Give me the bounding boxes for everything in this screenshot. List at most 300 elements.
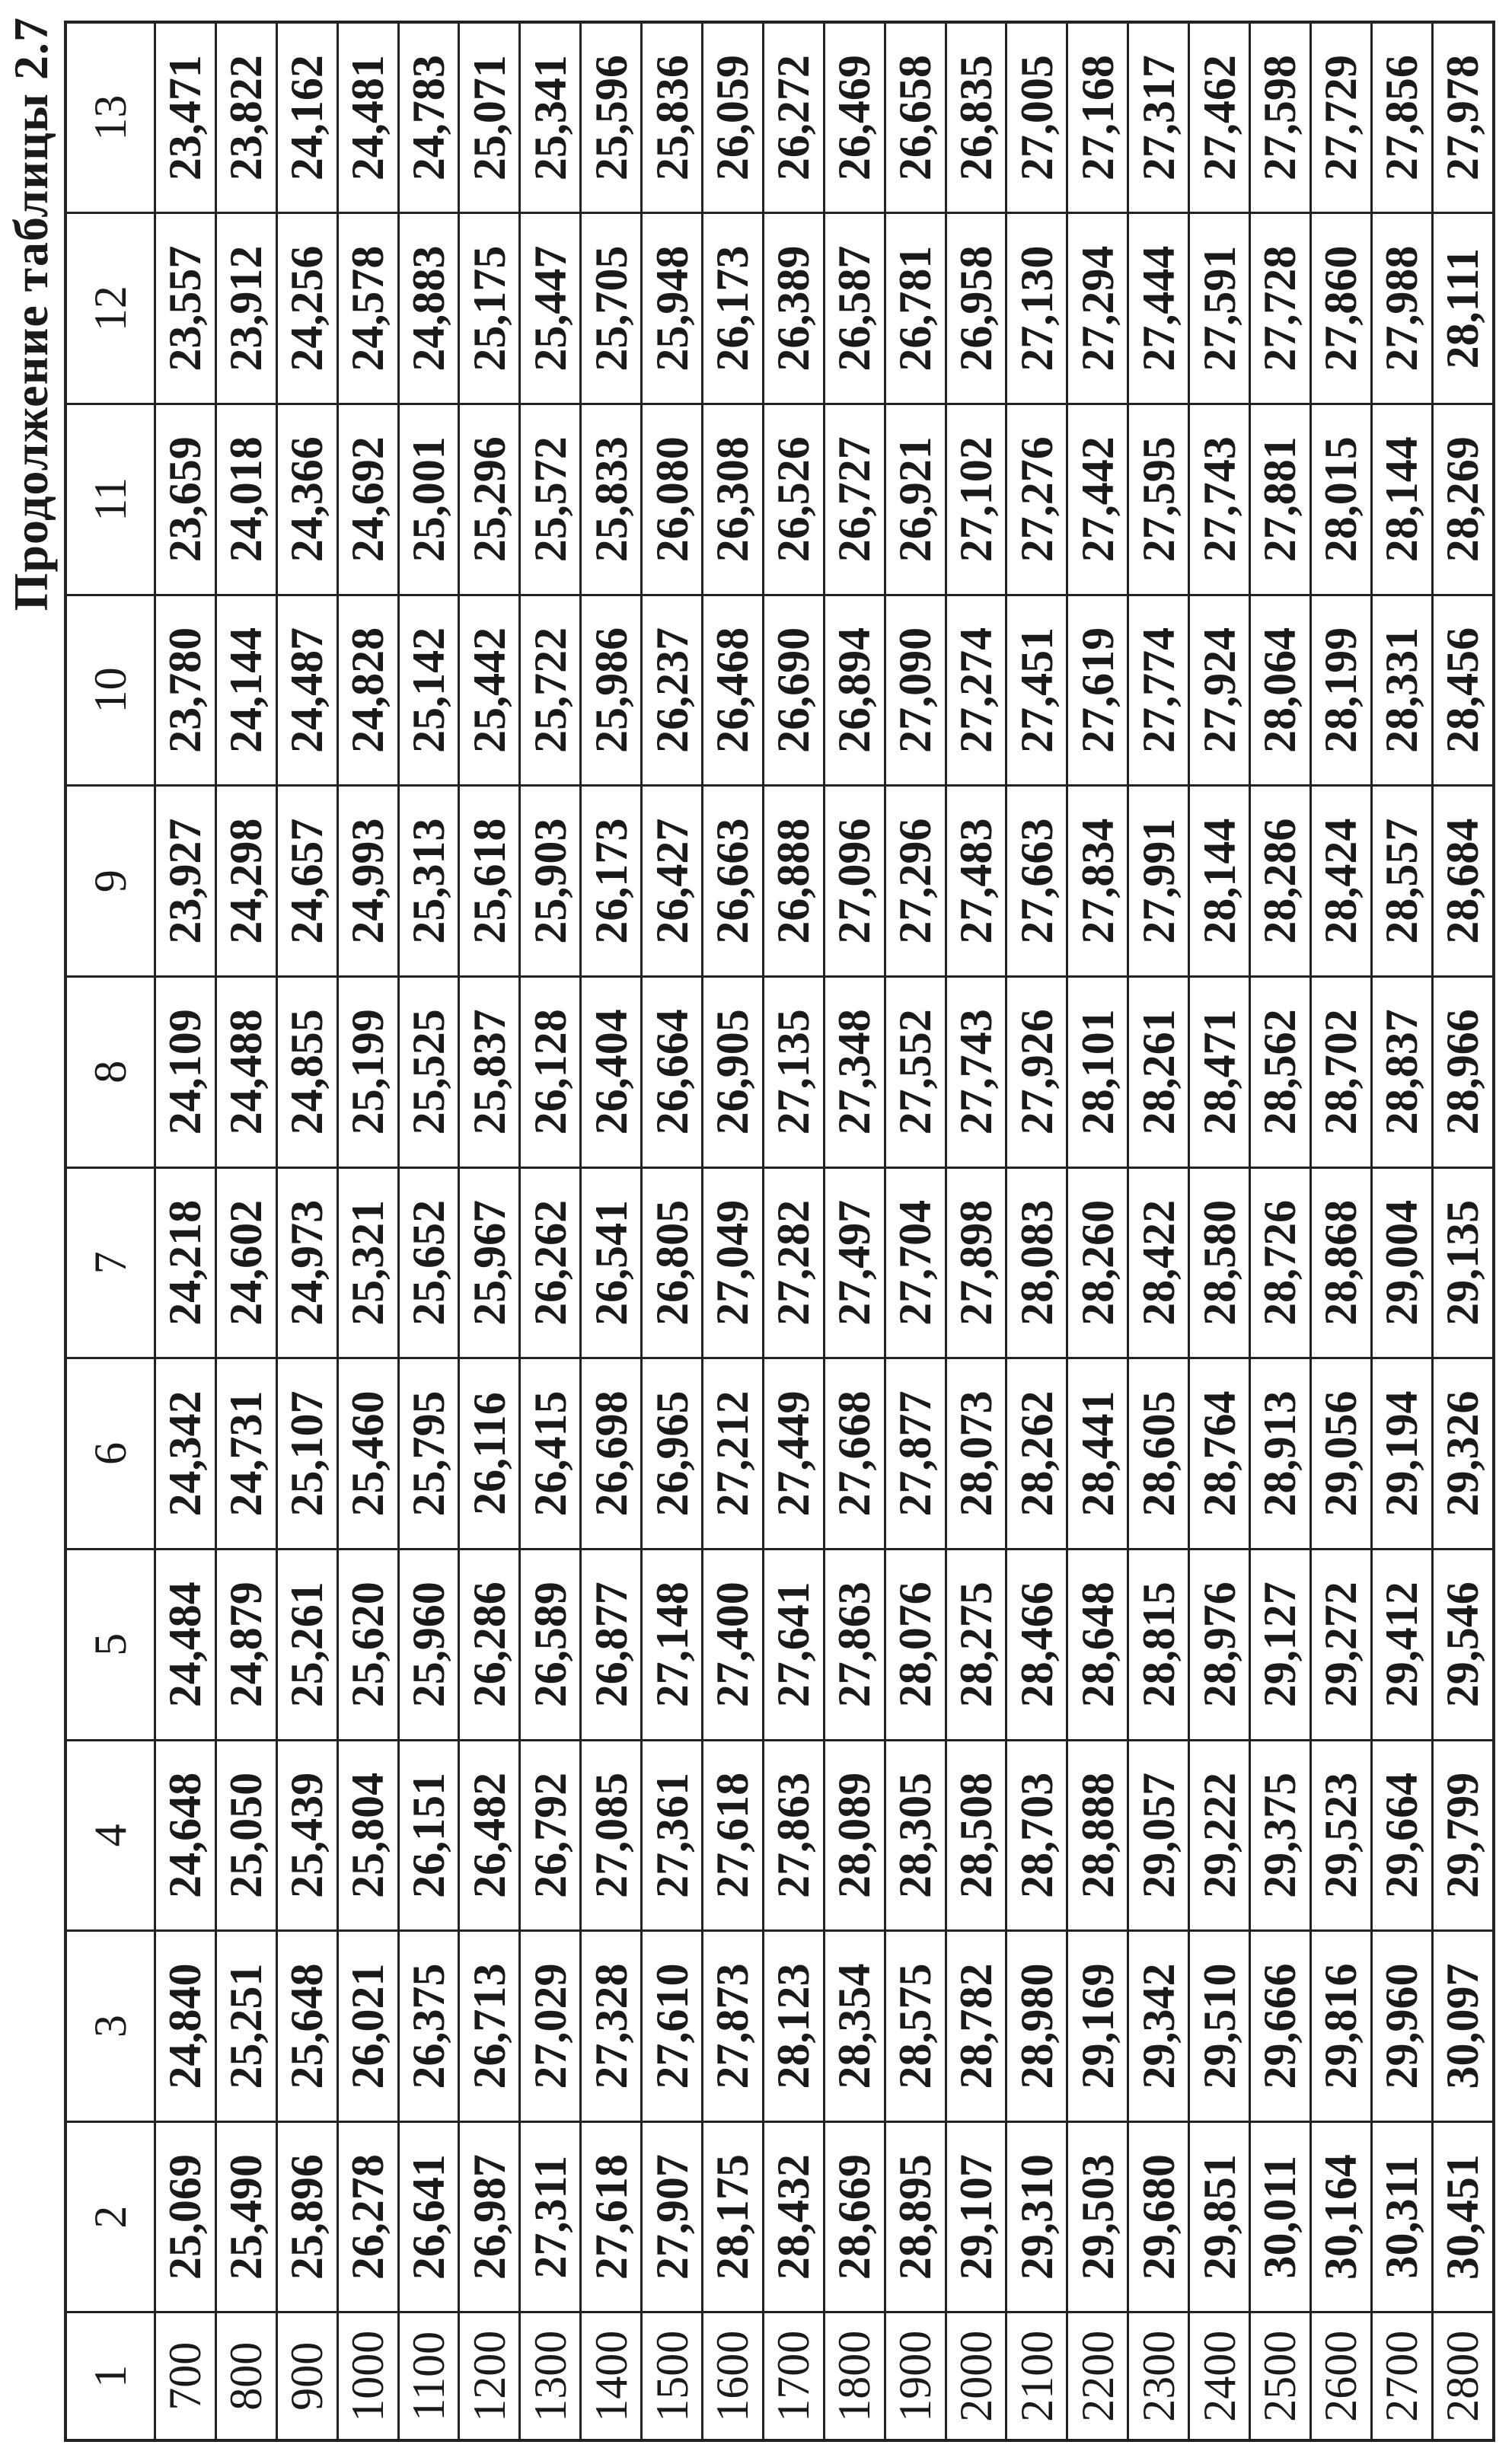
value-cell: 27,728	[1250, 213, 1311, 404]
value-cell: 25,447	[520, 213, 581, 404]
value-cell: 25,836	[642, 22, 703, 213]
row-label-cell: 2000	[946, 2312, 1006, 2440]
value-cell: 27,898	[946, 1167, 1006, 1358]
value-cell: 26,375	[398, 1931, 459, 2122]
value-cell: 26,308	[703, 404, 764, 595]
value-cell: 25,142	[398, 595, 459, 786]
value-cell: 24,879	[215, 1549, 276, 1740]
value-cell: 23,927	[155, 786, 216, 977]
value-cell: 24,144	[215, 595, 276, 786]
value-cell: 27,328	[581, 1931, 642, 2122]
value-cell: 27,497	[824, 1167, 885, 1358]
value-cell: 27,926	[1006, 976, 1067, 1167]
value-cell: 26,987	[459, 2121, 520, 2312]
value-cell: 25,833	[581, 404, 642, 595]
value-cell: 25,804	[337, 1740, 398, 1931]
value-cell: 26,664	[642, 976, 703, 1167]
value-cell: 28,837	[1371, 976, 1432, 1167]
value-cell: 27,668	[824, 1358, 885, 1550]
table-row	[155, 22, 216, 2440]
value-cell: 27,774	[1128, 595, 1189, 786]
value-cell: 28,144	[1371, 404, 1432, 595]
value-cell: 24,484	[155, 1549, 216, 1740]
value-cell: 28,782	[946, 1931, 1006, 2122]
value-cell: 25,795	[398, 1358, 459, 1550]
table-row	[581, 22, 642, 2440]
row-label-cell: 800	[215, 2312, 276, 2440]
value-cell: 26,151	[398, 1740, 459, 1931]
value-cell: 28,605	[1128, 1358, 1189, 1550]
row-label-cell: 900	[276, 2312, 337, 2440]
value-cell: 26,663	[703, 786, 764, 977]
value-cell: 27,294	[1067, 213, 1128, 404]
row-label-cell: 1300	[520, 2312, 581, 2440]
row-label-cell: 1400	[581, 2312, 642, 2440]
value-cell: 23,471	[155, 22, 216, 213]
value-cell: 26,894	[824, 595, 885, 786]
value-cell: 25,001	[398, 404, 459, 595]
value-cell: 27,618	[703, 1740, 764, 1931]
value-cell: 29,664	[1371, 1740, 1432, 1931]
value-cell: 27,863	[763, 1740, 824, 1931]
value-cell: 25,341	[520, 22, 581, 213]
value-cell: 28,175	[703, 2121, 764, 2312]
column-header-3: 3	[65, 1931, 155, 2122]
value-cell: 27,274	[946, 595, 1006, 786]
value-cell: 27,442	[1067, 404, 1128, 595]
value-cell: 26,482	[459, 1740, 520, 1931]
value-cell: 29,056	[1310, 1358, 1371, 1550]
value-cell: 25,175	[459, 213, 520, 404]
table-row	[1250, 22, 1311, 2440]
column-header-12: 12	[65, 213, 155, 404]
value-cell: 28,275	[946, 1549, 1006, 1740]
value-cell: 27,907	[642, 2121, 703, 2312]
value-cell: 24,855	[276, 976, 337, 1167]
value-cell: 27,595	[1128, 404, 1189, 595]
value-cell: 24,602	[215, 1167, 276, 1358]
value-cell: 27,863	[824, 1549, 885, 1740]
value-cell: 29,799	[1432, 1740, 1494, 1931]
value-cell: 28,262	[1006, 1358, 1067, 1550]
column-header-4: 4	[65, 1740, 155, 1931]
value-cell: 26,427	[642, 786, 703, 977]
value-cell: 29,412	[1371, 1549, 1432, 1740]
row-label-cell: 1900	[885, 2312, 946, 2440]
table-row	[1128, 22, 1189, 2440]
table-row	[1310, 22, 1371, 2440]
value-cell: 24,578	[337, 213, 398, 404]
value-cell: 27,641	[763, 1549, 824, 1740]
value-cell: 29,326	[1432, 1358, 1494, 1550]
value-cell: 27,311	[520, 2121, 581, 2312]
value-cell: 27,619	[1067, 595, 1128, 786]
value-cell: 28,331	[1371, 595, 1432, 786]
value-cell: 28,073	[946, 1358, 1006, 1550]
value-cell: 27,552	[885, 976, 946, 1167]
value-cell: 27,148	[642, 1549, 703, 1740]
value-cell: 29,342	[1128, 1931, 1189, 2122]
value-cell: 28,648	[1067, 1549, 1128, 1740]
column-header-1: 1	[65, 2312, 155, 2440]
value-cell: 26,641	[398, 2121, 459, 2312]
value-cell: 24,783	[398, 22, 459, 213]
table-row	[1067, 22, 1128, 2440]
value-cell: 28,508	[946, 1740, 1006, 1931]
value-cell: 23,780	[155, 595, 216, 786]
value-cell: 23,557	[155, 213, 216, 404]
value-cell: 23,659	[155, 404, 216, 595]
value-cell: 26,690	[763, 595, 824, 786]
value-cell: 26,404	[581, 976, 642, 1167]
value-cell: 29,107	[946, 2121, 1006, 2312]
table-row	[1006, 22, 1067, 2440]
value-cell: 27,005	[1006, 22, 1067, 213]
table-row	[215, 22, 276, 2440]
value-cell: 25,618	[459, 786, 520, 977]
value-cell: 28,703	[1006, 1740, 1067, 1931]
value-cell: 26,116	[459, 1358, 520, 1550]
value-cell: 28,286	[1250, 786, 1311, 977]
row-label-cell: 2600	[1310, 2312, 1371, 2440]
value-cell: 24,731	[215, 1358, 276, 1550]
value-cell: 25,107	[276, 1358, 337, 1550]
value-cell: 29,310	[1006, 2121, 1067, 2312]
value-cell: 28,575	[885, 1931, 946, 2122]
value-cell: 27,029	[520, 1931, 581, 2122]
value-cell: 26,965	[642, 1358, 703, 1550]
value-cell: 24,162	[276, 22, 337, 213]
value-cell: 28,064	[1250, 595, 1311, 786]
value-cell: 28,913	[1250, 1358, 1311, 1550]
value-cell: 24,692	[337, 404, 398, 595]
value-cell: 24,488	[215, 976, 276, 1167]
value-cell: 25,648	[276, 1931, 337, 2122]
value-cell: 25,967	[459, 1167, 520, 1358]
value-cell: 28,354	[824, 1931, 885, 2122]
value-cell: 24,828	[337, 595, 398, 786]
row-label-cell: 2100	[1006, 2312, 1067, 2440]
value-cell: 26,059	[703, 22, 764, 213]
value-cell: 25,903	[520, 786, 581, 977]
value-cell: 24,481	[337, 22, 398, 213]
value-cell: 24,883	[398, 213, 459, 404]
value-cell: 29,222	[1189, 1740, 1250, 1931]
value-cell: 29,666	[1250, 1931, 1311, 2122]
value-cell: 26,237	[642, 595, 703, 786]
value-cell: 26,389	[763, 213, 824, 404]
value-cell: 26,658	[885, 22, 946, 213]
value-cell: 27,462	[1189, 22, 1250, 213]
value-cell: 28,702	[1310, 976, 1371, 1167]
value-cell: 26,589	[520, 1549, 581, 1740]
value-cell: 25,313	[398, 786, 459, 977]
row-label-cell: 1100	[398, 2312, 459, 2440]
value-cell: 28,015	[1310, 404, 1371, 595]
value-cell: 25,261	[276, 1549, 337, 1740]
value-cell: 27,212	[703, 1358, 764, 1550]
row-label-cell: 2200	[1067, 2312, 1128, 2440]
value-cell: 27,743	[1189, 404, 1250, 595]
value-cell: 26,526	[763, 404, 824, 595]
row-label-cell: 2800	[1432, 2312, 1494, 2440]
value-cell: 30,097	[1432, 1931, 1494, 2122]
value-cell: 28,432	[763, 2121, 824, 2312]
table-body	[155, 22, 1494, 2440]
value-cell: 28,557	[1371, 786, 1432, 977]
value-cell: 28,466	[1006, 1549, 1067, 1740]
value-cell: 28,422	[1128, 1167, 1189, 1358]
value-cell: 25,722	[520, 595, 581, 786]
value-cell: 27,988	[1371, 213, 1432, 404]
value-cell: 26,468	[703, 595, 764, 786]
value-cell: 27,598	[1250, 22, 1311, 213]
column-header-5: 5	[65, 1549, 155, 1740]
value-cell: 28,980	[1006, 1931, 1067, 2122]
value-cell: 26,792	[520, 1740, 581, 1931]
value-cell: 28,562	[1250, 976, 1311, 1167]
value-cell: 28,815	[1128, 1549, 1189, 1740]
value-cell: 24,298	[215, 786, 276, 977]
value-cell: 24,973	[276, 1167, 337, 1358]
value-cell: 27,348	[824, 976, 885, 1167]
value-cell: 26,469	[824, 22, 885, 213]
value-cell: 26,021	[337, 1931, 398, 2122]
value-cell: 28,269	[1432, 404, 1494, 595]
value-cell: 26,080	[642, 404, 703, 595]
value-cell: 24,342	[155, 1358, 216, 1550]
table-row	[703, 22, 764, 2440]
column-header-11: 11	[65, 404, 155, 595]
value-cell: 23,912	[215, 213, 276, 404]
value-cell: 28,669	[824, 2121, 885, 2312]
value-cell: 27,663	[1006, 786, 1067, 977]
value-cell: 29,272	[1310, 1549, 1371, 1740]
value-cell: 30,451	[1432, 2121, 1494, 2312]
table-row	[459, 22, 520, 2440]
value-cell: 27,483	[946, 786, 1006, 977]
value-cell: 24,218	[155, 1167, 216, 1358]
value-cell: 26,835	[946, 22, 1006, 213]
value-cell: 27,130	[1006, 213, 1067, 404]
value-cell: 29,546	[1432, 1549, 1494, 1740]
value-cell: 26,888	[763, 786, 824, 977]
value-cell: 23,822	[215, 22, 276, 213]
value-cell: 29,680	[1128, 2121, 1189, 2312]
value-cell: 27,135	[763, 976, 824, 1167]
value-cell: 27,168	[1067, 22, 1128, 213]
value-cell: 28,868	[1310, 1167, 1371, 1358]
value-cell: 25,199	[337, 976, 398, 1167]
value-cell: 28,111	[1432, 213, 1494, 404]
value-cell: 26,272	[763, 22, 824, 213]
value-cell: 26,805	[642, 1167, 703, 1358]
value-cell: 26,128	[520, 976, 581, 1167]
value-cell: 26,921	[885, 404, 946, 595]
value-cell: 29,816	[1310, 1931, 1371, 2122]
column-header-7: 7	[65, 1167, 155, 1358]
value-cell: 29,135	[1432, 1167, 1494, 1358]
value-cell: 26,877	[581, 1549, 642, 1740]
value-cell: 27,704	[885, 1167, 946, 1358]
value-cell: 28,123	[763, 1931, 824, 2122]
value-cell: 24,840	[155, 1931, 216, 2122]
value-cell: 27,451	[1006, 595, 1067, 786]
value-cell: 27,444	[1128, 213, 1189, 404]
value-cell: 28,895	[885, 2121, 946, 2312]
row-label-cell: 1600	[703, 2312, 764, 2440]
row-label-cell: 1700	[763, 2312, 824, 2440]
value-cell: 28,101	[1067, 976, 1128, 1167]
value-cell: 27,085	[581, 1740, 642, 1931]
value-cell: 26,727	[824, 404, 885, 595]
value-cell: 25,439	[276, 1740, 337, 1931]
value-cell: 25,596	[581, 22, 642, 213]
value-cell: 28,580	[1189, 1167, 1250, 1358]
value-cell: 28,144	[1189, 786, 1250, 977]
table-row	[946, 22, 1006, 2440]
table-caption: Продолжение таблицы 2.7	[4, 17, 58, 611]
value-cell: 24,657	[276, 786, 337, 977]
value-cell: 27,618	[581, 2121, 642, 2312]
value-cell: 26,713	[459, 1931, 520, 2122]
value-cell: 28,424	[1310, 786, 1371, 977]
value-cell: 27,856	[1371, 22, 1432, 213]
column-header-13: 13	[65, 22, 155, 213]
table-row	[642, 22, 703, 2440]
value-cell: 28,076	[885, 1549, 946, 1740]
row-label-cell: 2700	[1371, 2312, 1432, 2440]
value-cell: 27,873	[703, 1931, 764, 2122]
value-cell: 27,296	[885, 786, 946, 977]
value-cell: 28,684	[1432, 786, 1494, 977]
value-cell: 28,199	[1310, 595, 1371, 786]
value-cell: 25,960	[398, 1549, 459, 1740]
value-cell: 27,282	[763, 1167, 824, 1358]
value-cell: 27,400	[703, 1549, 764, 1740]
row-label-cell: 1000	[337, 2312, 398, 2440]
value-cell: 24,648	[155, 1740, 216, 1931]
value-cell: 28,089	[824, 1740, 885, 1931]
value-cell: 25,071	[459, 22, 520, 213]
value-cell: 28,456	[1432, 595, 1494, 786]
row-label-cell: 2400	[1189, 2312, 1250, 2440]
value-cell: 28,976	[1189, 1549, 1250, 1740]
value-cell: 27,743	[946, 976, 1006, 1167]
value-cell: 25,948	[642, 213, 703, 404]
value-cell: 26,173	[703, 213, 764, 404]
value-cell: 26,278	[337, 2121, 398, 2312]
value-cell: 29,004	[1371, 1167, 1432, 1358]
row-label-cell: 1200	[459, 2312, 520, 2440]
value-cell: 25,572	[520, 404, 581, 595]
table-row	[398, 22, 459, 2440]
value-cell: 29,960	[1371, 1931, 1432, 2122]
value-cell: 24,018	[215, 404, 276, 595]
value-cell: 29,169	[1067, 1931, 1128, 2122]
value-cell: 25,525	[398, 976, 459, 1167]
value-cell: 27,449	[763, 1358, 824, 1550]
value-cell: 27,924	[1189, 595, 1250, 786]
value-cell: 28,441	[1067, 1358, 1128, 1550]
value-cell: 27,610	[642, 1931, 703, 2122]
value-cell: 30,164	[1310, 2121, 1371, 2312]
value-cell: 26,958	[946, 213, 1006, 404]
value-cell: 25,986	[581, 595, 642, 786]
value-cell: 27,881	[1250, 404, 1311, 595]
value-cell: 28,305	[885, 1740, 946, 1931]
value-cell: 29,851	[1189, 2121, 1250, 2312]
value-cell: 29,523	[1310, 1740, 1371, 1931]
value-cell: 25,321	[337, 1167, 398, 1358]
value-cell: 27,102	[946, 404, 1006, 595]
value-cell: 28,261	[1128, 976, 1189, 1167]
value-cell: 29,375	[1250, 1740, 1311, 1931]
value-cell: 25,490	[215, 2121, 276, 2312]
value-cell: 25,620	[337, 1549, 398, 1740]
table-row	[520, 22, 581, 2440]
column-header-2: 2	[65, 2121, 155, 2312]
value-cell: 27,991	[1128, 786, 1189, 977]
value-cell: 27,361	[642, 1740, 703, 1931]
value-cell: 25,069	[155, 2121, 216, 2312]
value-cell: 28,726	[1250, 1167, 1311, 1358]
value-cell: 27,877	[885, 1358, 946, 1550]
column-header-6: 6	[65, 1358, 155, 1550]
value-cell: 25,705	[581, 213, 642, 404]
value-cell: 27,834	[1067, 786, 1128, 977]
column-header-8: 8	[65, 976, 155, 1167]
value-cell: 24,109	[155, 976, 216, 1167]
value-cell: 26,415	[520, 1358, 581, 1550]
value-cell: 27,096	[824, 786, 885, 977]
value-cell: 25,837	[459, 976, 520, 1167]
value-cell: 25,460	[337, 1358, 398, 1550]
value-cell: 28,764	[1189, 1358, 1250, 1550]
table-row	[337, 22, 398, 2440]
value-cell: 29,057	[1128, 1740, 1189, 1931]
data-table	[64, 21, 1495, 2442]
value-cell: 26,541	[581, 1167, 642, 1358]
row-label-cell: 2500	[1250, 2312, 1311, 2440]
value-cell: 27,978	[1432, 22, 1494, 213]
value-cell: 26,587	[824, 213, 885, 404]
value-cell: 30,311	[1371, 2121, 1432, 2312]
value-cell: 28,471	[1189, 976, 1250, 1167]
table-row	[1189, 22, 1250, 2440]
table-row	[885, 22, 946, 2440]
value-cell: 26,262	[520, 1167, 581, 1358]
table-row	[276, 22, 337, 2440]
value-cell: 26,905	[703, 976, 764, 1167]
value-cell: 27,317	[1128, 22, 1189, 213]
value-cell: 26,286	[459, 1549, 520, 1740]
value-cell: 27,090	[885, 595, 946, 786]
value-cell: 28,966	[1432, 976, 1494, 1167]
value-cell: 29,503	[1067, 2121, 1128, 2312]
value-cell: 28,260	[1067, 1167, 1128, 1358]
value-cell: 29,510	[1189, 1931, 1250, 2122]
value-cell: 25,296	[459, 404, 520, 595]
value-cell: 24,256	[276, 213, 337, 404]
row-label-cell: 1500	[642, 2312, 703, 2440]
row-label-cell: 1800	[824, 2312, 885, 2440]
row-label-cell: 700	[155, 2312, 216, 2440]
value-cell: 25,251	[215, 1931, 276, 2122]
value-cell: 27,276	[1006, 404, 1067, 595]
table-row	[1371, 22, 1432, 2440]
row-label-cell: 2300	[1128, 2312, 1189, 2440]
